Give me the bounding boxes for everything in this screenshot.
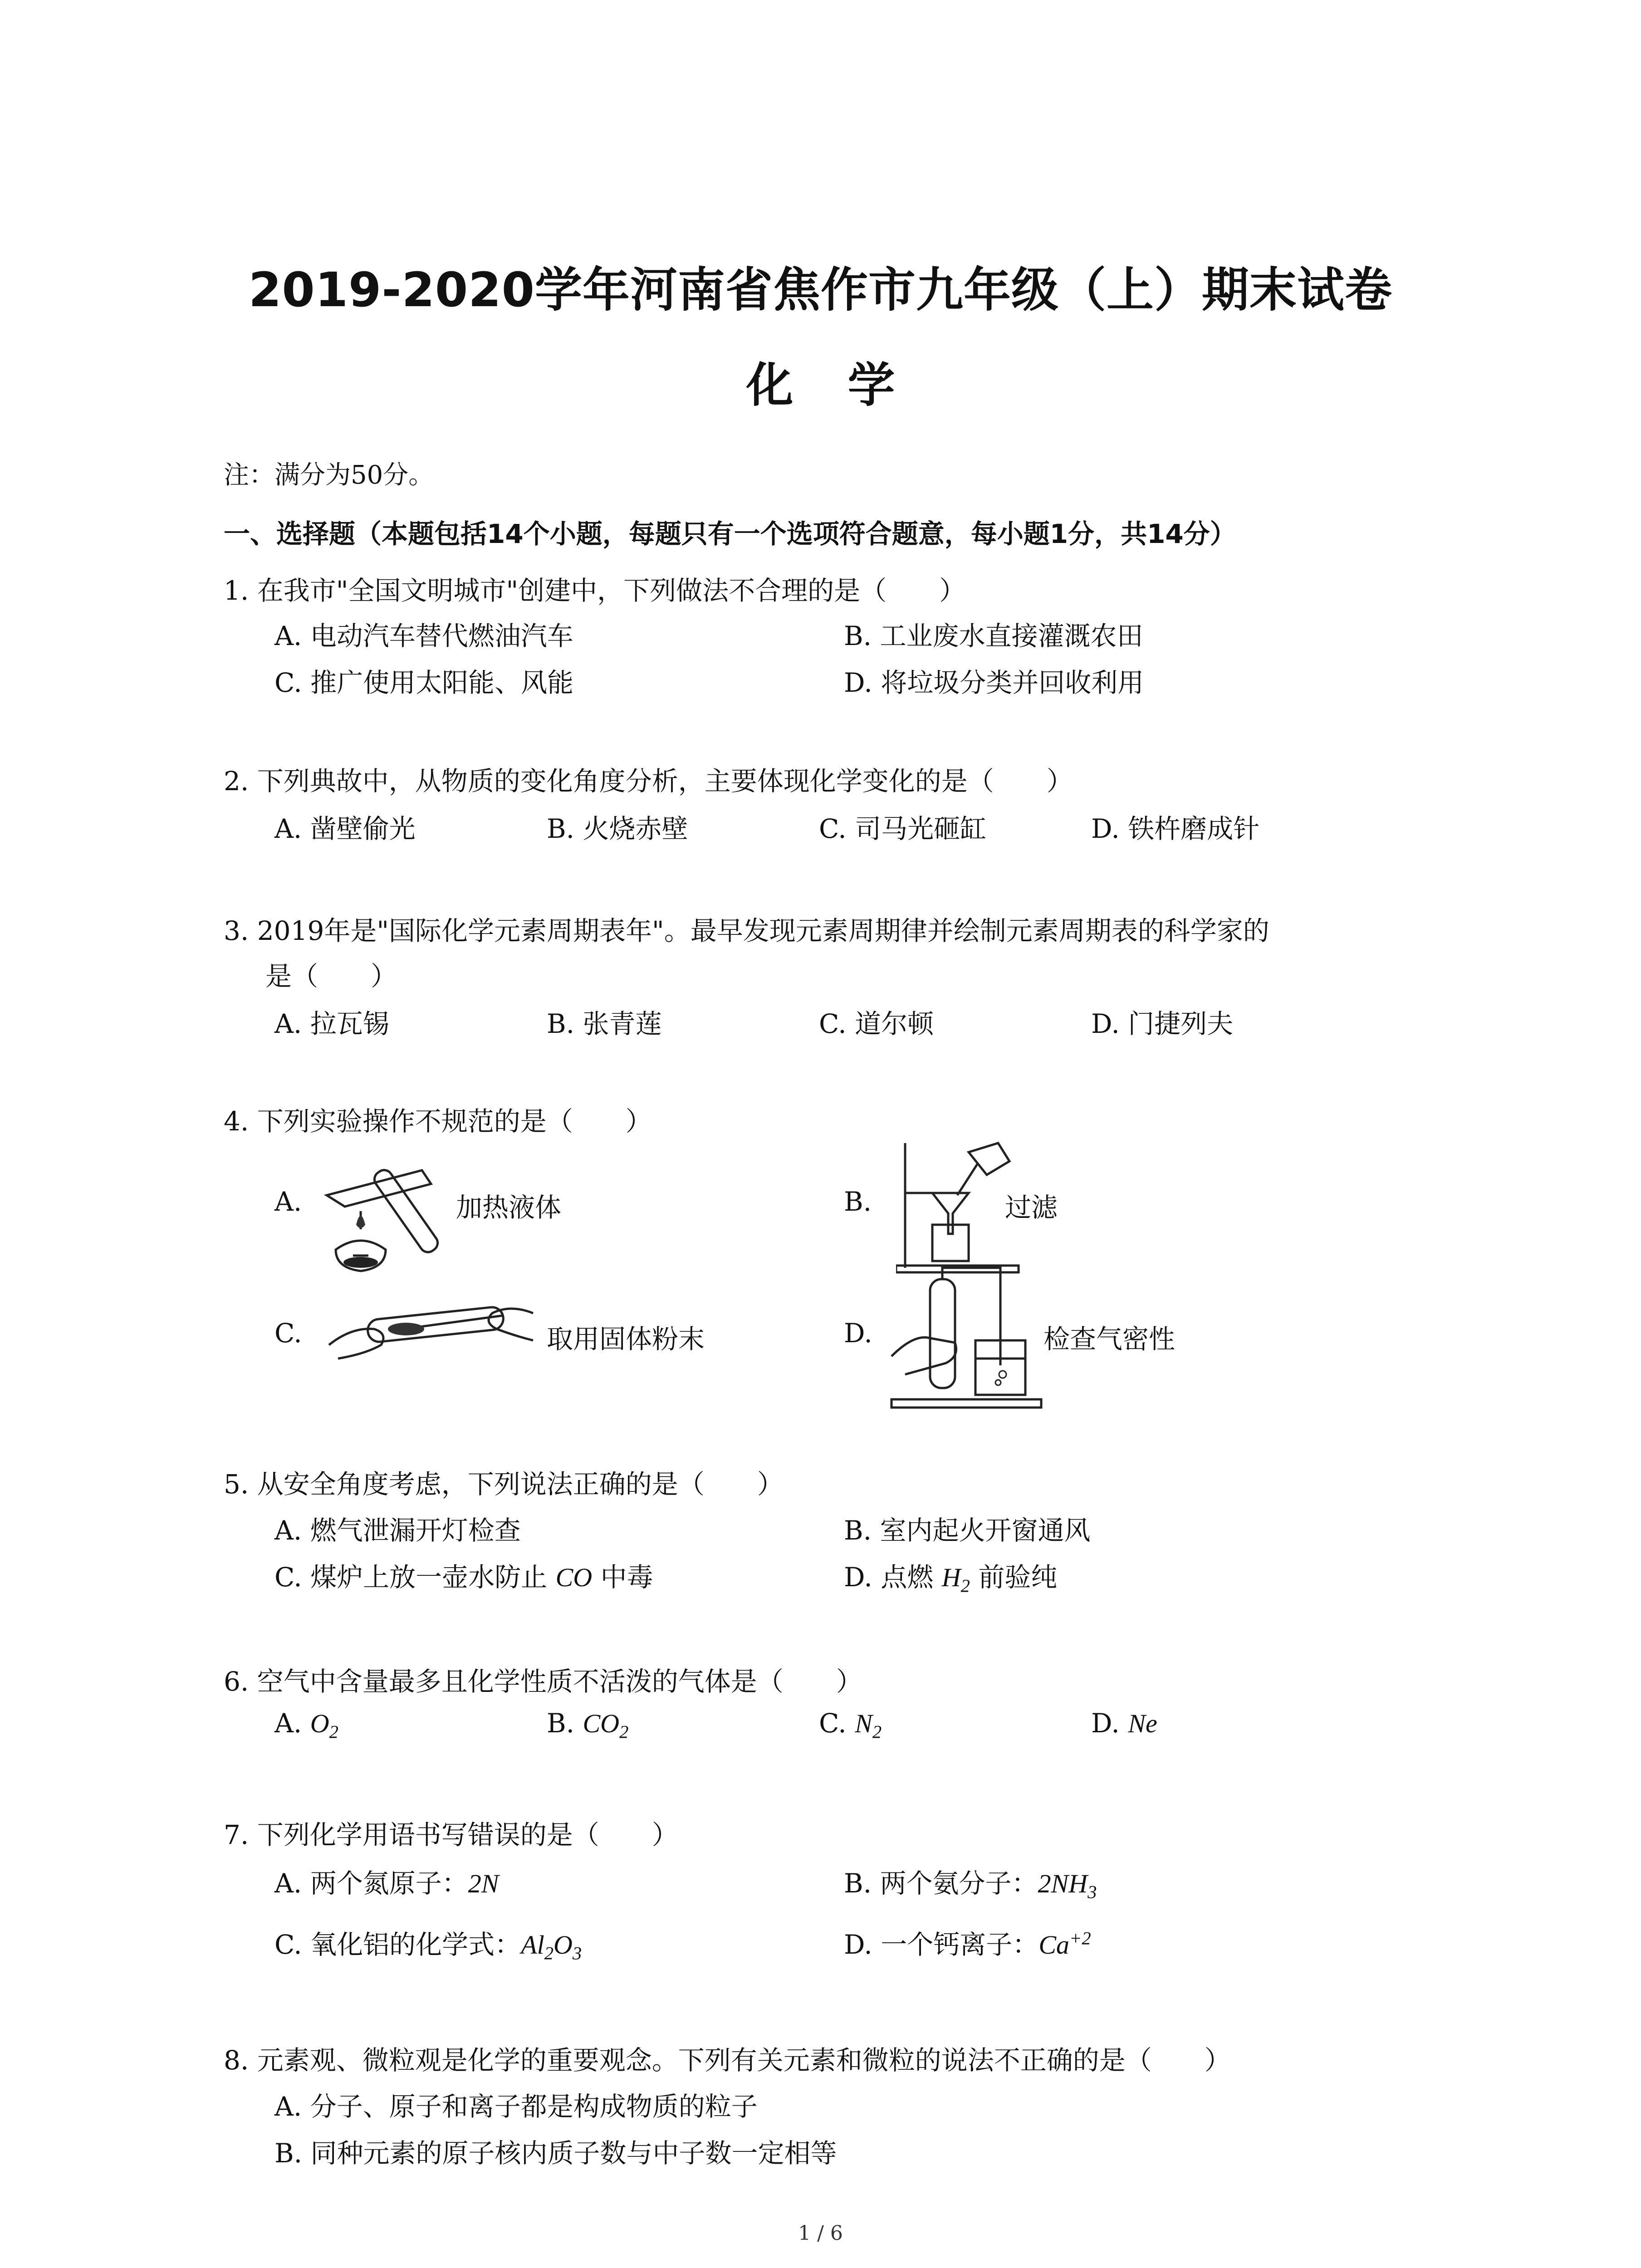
question-5-stem: 5. 从安全角度考虑，下列说法正确的是（ ） [224, 1469, 784, 1500]
question-7-stem: 7. 下列化学用语书写错误的是（ ） [224, 1819, 678, 1850]
question-4-option-c: C. [274, 1318, 302, 1349]
question-6-option-a: A. $O_2$ [274, 1708, 338, 1742]
question-7-option-a: A. 两个氮原子：2N [274, 1868, 499, 1899]
airtightness-check-figure [887, 1266, 1068, 1411]
question-6-option-b: B. $CO_2$ [547, 1708, 629, 1742]
question-3-stem: 3. 2019年是"国际化学元素周期表年"。最早发现元素周期律并绘制元素周期表的科学家的 [224, 915, 1269, 946]
question-4-caption-a: 加热液体 [456, 1192, 562, 1223]
question-4-option-b: B. [844, 1186, 872, 1217]
section-heading: 一、选择题（本题包括14个小题，每题只有一个选项符合题意，每小题1分，共14分） [224, 518, 1236, 549]
question-6-option-c: C. $N_2$ [819, 1708, 882, 1742]
question-3-option-d: D. 门捷列夫 [1091, 1008, 1234, 1039]
page-title: 2019-2020学年河南省焦作市九年级（上）期末试卷 [248, 262, 1393, 318]
question-4-option-d: D. [844, 1318, 872, 1349]
question-4-caption-b: 过滤 [1005, 1192, 1058, 1223]
question-3-option-a: A. 拉瓦锡 [274, 1008, 389, 1039]
question-5-option-a: A. 燃气泄漏开灯检查 [274, 1515, 521, 1546]
question-5-option-b: B. 室内起火开窗通风 [844, 1515, 1091, 1546]
question-2-option-c: C. 司马光砸缸 [819, 813, 987, 844]
question-2-option-a: A. 凿壁偷光 [274, 813, 416, 844]
question-7-option-c: C. 氧化铝的化学式：$Al_2O_3$ [274, 1929, 582, 1964]
score-note: 注：满分为50分。 [224, 460, 434, 490]
question-1-option-c: C. 推广使用太阳能、风能 [274, 667, 574, 698]
question-6-option-d: D. Ne [1091, 1708, 1157, 1739]
heating-liquid-figure [318, 1152, 454, 1275]
question-5-option-c: C. 煤炉上放一壶水防止 CO 中毒 [274, 1562, 653, 1593]
question-8-stem: 8. 元素观、微粒观是化学的重要观念。下列有关元素和微粒的说法不正确的是（ ） [224, 2045, 1231, 2076]
question-3-option-b: B. 张青莲 [547, 1008, 662, 1039]
question-1-option-b: B. 工业废水直接灌溉农田 [844, 621, 1143, 651]
question-3-option-c: C. 道尔顿 [819, 1008, 934, 1039]
question-2-stem: 2. 下列典故中，从物质的变化角度分析，主要体现化学变化的是（ ） [224, 766, 1073, 797]
question-7-option-b: B. 两个氨分子：$2NH_3$ [844, 1868, 1097, 1902]
question-7-option-d: D. 一个钙离子：$Ca^{+2}$ [844, 1928, 1091, 1960]
question-4-caption-c: 取用固体粉末 [547, 1324, 705, 1354]
subject-title: 化学 [746, 357, 950, 413]
question-4-caption-d: 检查气密性 [1043, 1324, 1176, 1354]
question-5-option-d: D. 点燃 $H_2$ 前验纯 [844, 1562, 1058, 1596]
question-2-option-d: D. 铁杵磨成针 [1091, 813, 1260, 844]
question-4-option-a: A. [274, 1186, 302, 1217]
question-8-option-b: B. 同种元素的原子核内质子数与中子数一定相等 [274, 2138, 837, 2169]
powder-sampling-figure [324, 1295, 538, 1363]
question-4-stem: 4. 下列实验操作不规范的是（ ） [224, 1106, 652, 1137]
question-1-stem: 1. 在我市"全国文明城市"创建中，下列做法不合理的是（ ） [224, 575, 966, 606]
question-8-option-a: A. 分子、原子和离子都是构成物质的粒子 [274, 2091, 758, 2122]
question-6-stem: 6. 空气中含量最多且化学性质不活泼的气体是（ ） [224, 1666, 862, 1697]
question-2-option-b: B. 火烧赤壁 [547, 813, 688, 844]
page-number: 1 / 6 [798, 2222, 843, 2245]
question-1-option-a: A. 电动汽车替代燃油汽车 [274, 621, 573, 651]
question-1-option-d: D. 将垃圾分类并回收利用 [844, 667, 1144, 698]
question-3-stem-cont: 是（ ） [265, 961, 397, 992]
